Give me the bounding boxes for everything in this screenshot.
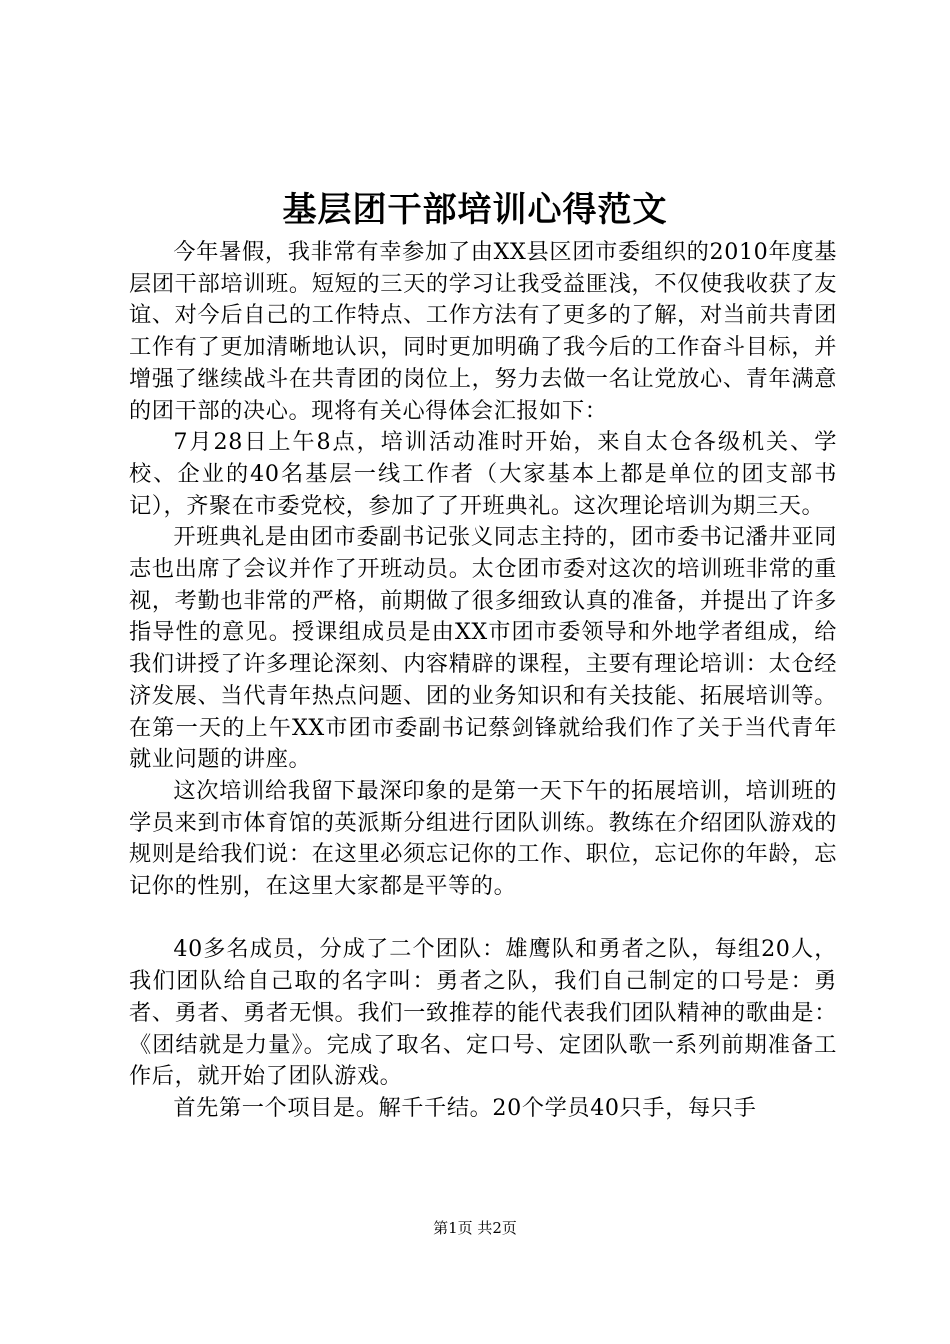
paragraph: 首先第一个项目是。解千千结。20个学员40只手，每只手 <box>173 1094 757 1121</box>
paragraph: 开班典礼是由团市委副书记张义同志主持的，团市委书记潘井亚同志也出席了会议并作了开班动员。太仓团市委对这次的培训班非常的重视，考勤也非常的严格，前期做了很多细致认真的准备，并提出了许多指导性的意见。授课组成员是由XX市团市委领导和外地学者组成，给我们讲授了许多理论深刻、内容精辟的课程，主要有理论培训：太仓经济发展、当代青年热点问题、团的业务知识和有关技能、拓展培训等。在第一天的上午XX市团市委副书记蔡剑锋就给我们作了关于当代青年就业问题的讲座。 <box>129 524 837 773</box>
paragraph: 这次培训给我留下最深印象的是第一天下午的拓展培训，培训班的学员来到市体育馆的英派斯分组进行团队训练。教练在介绍团队游戏的规则是给我们说：在这里必须忘记你的工作、职位，忘记你的年龄，忘记你的性别，在这里大家都是平等的。 <box>129 777 837 900</box>
paragraph: 今年暑假，我非常有幸参加了由XX县区团市委组织的2010年度基层团干部培训班。短短的三天的学习让我受益匪浅，不仅使我收获了友谊、对今后自己的工作特点、工作方法有了更多的了解，对当前共青团工作有了更加清晰地认识，同时更加明确了我今后的工作奋斗目标，并增强了继续战斗在共青团的岗位上，努力去做一名让党放心、青年满意的团干部的决心。现将有关心得体会汇报如下： <box>129 239 837 424</box>
paragraph: 40多名成员，分成了二个团队：雄鹰队和勇者之队，每组20人，我们团队给自己取的名字叫：勇者之队，我们自己制定的口号是：勇者、勇者、勇者无惧。我们一致推荐的能代表我们团队精神的歌曲是：《团结就是力量》。完成了取名、定口号、定团队歌一系列前期准备工作后，就开始了团队游戏。 <box>129 936 837 1090</box>
paragraph: 7月28日上午8点，培训活动准时开始，来自太仓各级机关、学校、企业的40名基层一线工作者（大家基本上都是单位的团支部书记），齐聚在市委党校，参加了了开班典礼。这次理论培训为期三天。 <box>129 429 837 519</box>
document-body <box>129 237 837 1125</box>
page-footer: 第1页 共2页 <box>433 1219 517 1237</box>
document-title: 基层团干部培训心得范文 <box>282 190 668 230</box>
